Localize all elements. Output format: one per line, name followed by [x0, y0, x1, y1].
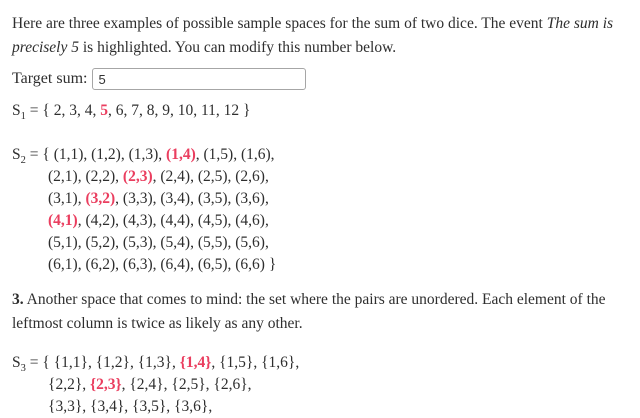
outcome: {2,5} [171, 376, 206, 393]
sample-space-s3 [12, 352, 628, 418]
outcome: (5,2) [85, 234, 116, 251]
outcome: {3,5} [132, 398, 167, 415]
outcome: (6,6) [235, 256, 265, 273]
outcome: {3,4} [90, 398, 125, 415]
intro-paragraph [12, 12, 618, 60]
outcome: (3,1) [48, 190, 78, 207]
outcome: (5,5) [197, 234, 228, 251]
outcome: 3 [69, 102, 77, 119]
outcome: {1,6} [261, 354, 296, 371]
outcome: (1,5) [203, 146, 234, 163]
outcome: 4 [84, 102, 93, 119]
outcome: {3,6} [174, 398, 209, 415]
intro-text-after: is highlighted. You can modify this number below. [79, 39, 397, 56]
set-row: (2,1), (2,2), (2,3), (2,4), (2,5), (2,6), [48, 168, 269, 185]
set-row: $S_3$ = { {1,1}, {1,2}, {1,3}, {1,4}, {1,5}, {1,6}, [12, 354, 300, 375]
sample-space-s1 [12, 100, 628, 122]
highlighted-outcome: (4,1) [48, 212, 78, 229]
outcome: (2,2) [85, 168, 116, 185]
outcome: {1,1} [53, 354, 88, 371]
outcome: {2,4} [129, 376, 164, 393]
outcome: 12 [223, 102, 240, 119]
outcome: (6,4) [160, 256, 191, 273]
set-row: (4,1), (4,2), (4,3), (4,4), (4,5), (4,6), [48, 212, 269, 229]
outcome: (4,4) [160, 212, 191, 229]
outcome: (1,3) [128, 146, 159, 163]
highlighted-outcome: (1,4) [166, 146, 196, 163]
outcome: 11 [200, 102, 216, 119]
outcome: 9 [162, 102, 170, 119]
outcome: (3,5) [197, 190, 228, 207]
set-row: (6,1), (6,2), (6,3), (6,4), (6,5), (6,6) } [48, 256, 277, 273]
set-row: (5,1), (5,2), (5,3), (5,4), (5,5), (5,6), [48, 234, 269, 251]
intro-text-before: Here are three examples of possible sample spaces for the sum of two dice. The event [12, 15, 547, 32]
outcome: (4,6) [235, 212, 265, 229]
outcome: {3,3} [48, 398, 83, 415]
highlighted-outcome: (2,3) [122, 168, 153, 185]
outcome: (1,2) [91, 146, 121, 163]
target-sum-label: Target sum: [12, 70, 88, 87]
outcome: (6,2) [85, 256, 116, 273]
target-sum-row [12, 68, 628, 90]
outcome: (2,4) [160, 168, 191, 185]
outcome: (5,6) [235, 234, 265, 251]
outcome: (5,1) [48, 234, 78, 251]
outcome: (6,1) [48, 256, 78, 273]
outcome: (3,3) [122, 190, 153, 207]
set-name: $S_2$ = { [12, 146, 54, 167]
set-name: $S_3$ = { [12, 354, 54, 375]
outcome: (6,3) [122, 256, 153, 273]
outcome: (5,3) [122, 234, 153, 251]
outcome: (4,5) [197, 212, 228, 229]
outcome: (3,6) [235, 190, 265, 207]
outcome: (1,6) [240, 146, 271, 163]
outcome: (4,2) [85, 212, 116, 229]
highlighted-outcome: {2,3} [90, 376, 122, 393]
outcome: 10 [177, 102, 194, 119]
highlighted-outcome: 5 [100, 102, 108, 119]
outcome: (2,1) [48, 168, 78, 185]
highlighted-outcome: {1,4} [179, 354, 212, 371]
set-row: {2,2}, {2,3}, {2,4}, {2,5}, {2,6}, [48, 376, 252, 393]
outcome: {1,5} [219, 354, 254, 371]
outcome: 6 [115, 102, 124, 119]
outcome: 8 [146, 102, 155, 119]
set-row: (3,1), (3,2), (3,3), (3,4), (3,5), (3,6), [48, 190, 269, 207]
outcome: (4,3) [122, 212, 153, 229]
paragraph-3-number: 3. [12, 291, 24, 308]
outcome: (2,5) [197, 168, 228, 185]
outcome: {2,6} [213, 376, 248, 393]
set-row: $S_1$ = { 2, 3, 4, 5, 6, 7, 8, 9, 10, 11, 12 } [12, 102, 251, 123]
outcome: (1,1) [53, 146, 84, 163]
outcome: (5,4) [160, 234, 191, 251]
outcome: (6,5) [197, 256, 228, 273]
outcome: {2,2} [48, 376, 83, 393]
sample-space-s2 [12, 144, 628, 276]
target-sum-input[interactable] [92, 68, 306, 90]
set-row: {3,3}, {3,4}, {3,5}, {3,6}, [48, 398, 213, 415]
paragraph-3-text: Another space that comes to mind: the set where the pairs are unordered. Each element of the leftmost column is twice as likely as any other. [12, 291, 606, 332]
outcome: 2 [53, 102, 62, 119]
paragraph-3 [12, 288, 624, 336]
outcome: {1,2} [95, 354, 130, 371]
highlighted-outcome: (3,2) [85, 190, 116, 207]
outcome: {1,3} [137, 354, 172, 371]
outcome: 7 [131, 102, 139, 119]
outcome: (3,4) [160, 190, 191, 207]
set-row: $S_2$ = { (1,1), (1,2), (1,3), (1,4), (1,5), (1,6), [12, 146, 275, 167]
outcome: (2,6) [235, 168, 265, 185]
intro-event-name: The sum is precisely 5 [12, 15, 614, 56]
set-name: $S_1$ = { [12, 102, 54, 123]
